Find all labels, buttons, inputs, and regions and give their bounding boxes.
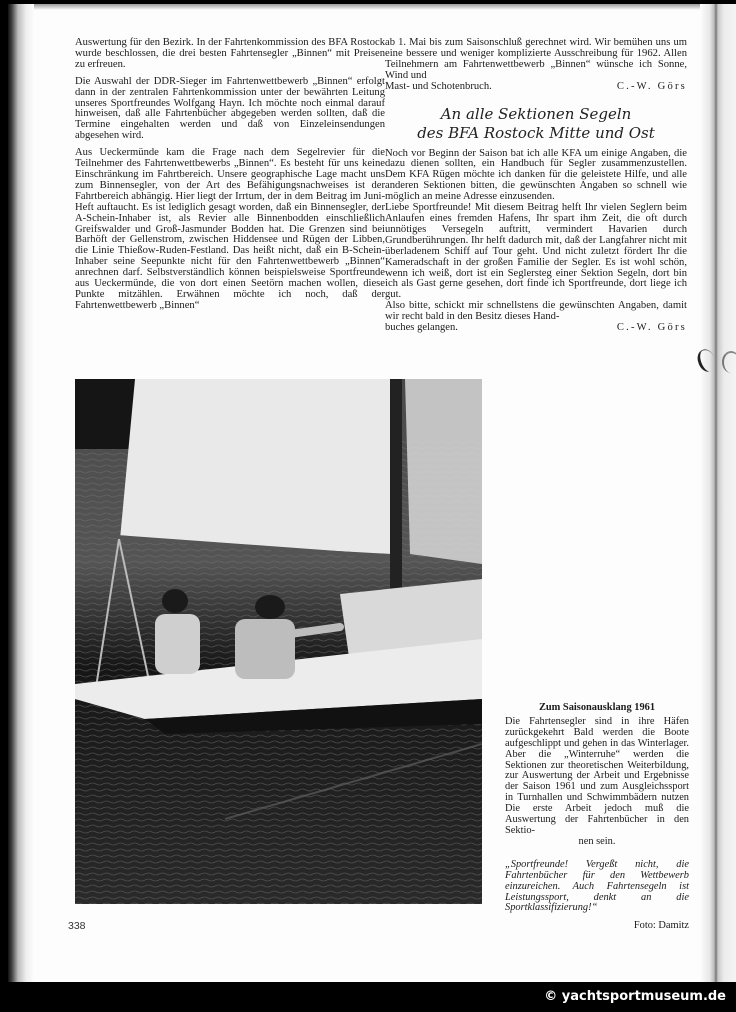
signature-line [385, 323, 687, 334]
article-heading-line: des BFA Rostock Mitte und Ost [417, 123, 655, 142]
paragraph: Die Auswahl der DDR-Sieger im Fahrtenwettbewerb „Binnen“ erfolgt dann in der zentralen Fahrtenkommission unter der bewährten Leitung unseres Sportfreundes Wolfgang Hayn. Ich möchte noch einmal darauf hinweisen, daß alle Fahrtenbücher abgegeben werden sollten, daß die Termine eingehalten werden und daß von Einzeleinsendungen abgesehen wird. [75, 75, 385, 142]
caption-title: Zum Saisonausklang 1961 [538, 702, 656, 713]
signature-line [385, 82, 687, 93]
sailor-body [235, 619, 295, 679]
paragraph: Liebe Sportfreunde! Mit diesem Beitrag helft Ihr vielen Seglern beim Anlaufen eines fremden Hafens, Ihr spart ihm Zeit, die oft durch unnötiges Versegeln auftritt, vermindert Havarien durch Grundberührungen. Ihr helft dadurch mit, daß der Langfahrer nicht mit überladenem Schiff auf Tour geht. Und nicht zuletzt fördert Ihr die Kameradschaft in der großen Familie der Segler. Es ist wohl schön, wenn ich weiß, dort ist ein Seglersteg einer Sektion Segeln, dort bin ich als Gast gerne gesehen, dort finde ich Sportfreunde, dort liege ich gut. [385, 202, 687, 301]
jib-sail [405, 379, 482, 564]
paragraph: Also bitte, schickt mir schnellstens die gewünschten Angaben, damit wir recht bald in den Besitz dieses Hand- [385, 300, 687, 323]
page-top-edge [8, 4, 736, 10]
book-gutter [700, 4, 736, 982]
sailing-boat-photo [75, 379, 482, 904]
article-heading [385, 105, 687, 143]
sailor-head [162, 589, 188, 613]
dark-shore [75, 379, 135, 449]
caption-quote: „Sportfreunde! Vergeßt nicht, die Fahrtenbücher für den Wettbewerb einzureichen. Auch Fahrtensegeln ist Leistungssport, denkt an die Sportklassifizierung!“ [505, 858, 689, 914]
paragraph: Auswertung für den Bezirk. In der Fahrtenkommission des BFA Rostock wurde beschlossen, die drei besten Fahrtensegler „Binnen“ mit Preisen zu erfreuen. [75, 37, 385, 70]
paragraph: Noch vor Beginn der Saison bat ich alle KFA um einige Angaben, die dazu dienen sollten, ein Handbuch für Segler zusammenzustellen. Dem KFA Rügen möchte ich danken für die geleistete Hilfe, und alle anderen Sektionen bitten, die gewünschten Angaben so schnell wie möglich an meine Adresse einzusenden. [385, 147, 687, 203]
caption-body: Die Fahrtensegler sind in ihre Häfen zurückgekehrt Bald werden die Boote aufgeschlippt und gehen in das Winterlager. Aber die „Winterruhe“ werden die Sektionen zur theoretischen Weiterbildung, zur Auswertung der Arbeit und Ergebnisse der Saison 1961 und zum Ausgleichssport in Turnhallen und Schwimmbädern nutzen Die erste Arbeit jedoch muß die Auswertung der Fahrtenbücher in den Sektio- [505, 715, 689, 836]
photo-credit: Foto: Damitz [633, 920, 689, 932]
left-text-column [75, 38, 385, 312]
article-heading-line: An alle Sektionen Segeln [440, 104, 632, 123]
page-left-edge-shadow [8, 4, 34, 982]
paragraph-continuation: ab 1. Mai bis zum Saisonschluß gerechnet wird. Wir bemühen uns um eine bessere und weniger komplizierte Ausschreibung für 1962. Allen Teilnehmern am Fahrtenwettbewerb „Binnen“ wünsche ich Sonne, Wind und [385, 37, 687, 81]
punch-hole-icon [722, 351, 736, 373]
paragraph: Aus Ueckermünde kam die Frage nach dem Segelrevier für die Teilnehmer des Fahrtenwettbewerbs „Binnen“. Es besteht für uns keine Einschränkung im Fahrtbereich. Unsere geographische Lage macht uns zum Binnensegler, von der Art des Befähigungsnachweises ist der Fahrtbereich abhängig. Hier liegt der Irrtum, der in dem Beitrag im Juni-Heft auftaucht. Es ist lediglich gesagt worden, daß ein Binnensegler, der A-Schein-Inhaber ist, als Revier alle Binnenbodden einschließlich Greifswalder und Groß-Jasmunder Bodden hat. Die Grenzen sind bei Barhöft der Gellenstrom, zwischen Hiddensee und Rügen der Libben, die Linie Thießow-Ruden-Festland. Das heißt nicht, daß ein B-Schein-Inhaber seine Seepunkte nicht für den Fahrtenwettbewerb „Binnen“ anrechnen darf. Selbstverständlich können beispielsweise Sportfreunde aus Ueckermünde, die von dort einen Seetörn machen wollen, diese Punkte mitzählen. Erwähnen möchte ich noch, daß der Fahrtenwettbewerb „Binnen“ [75, 147, 385, 311]
paragraph-last-line: Mast- und Schotenbruch. [385, 80, 492, 92]
right-text-column [385, 38, 687, 334]
photo-caption [505, 703, 689, 932]
mast [390, 379, 402, 604]
author-signature: C.-W. Görs [616, 322, 687, 334]
copyright-watermark: © yachtsportmuseum.de [544, 989, 726, 1004]
sailor-body [155, 614, 200, 674]
page-number: 338 [68, 920, 86, 932]
mainsail [120, 379, 392, 554]
caption-body-end: nen sein. [578, 835, 616, 847]
author-signature: C.-W. Görs [616, 80, 687, 92]
sailor-head [255, 595, 285, 619]
paragraph-last-line: buches gelangen. [385, 322, 458, 334]
